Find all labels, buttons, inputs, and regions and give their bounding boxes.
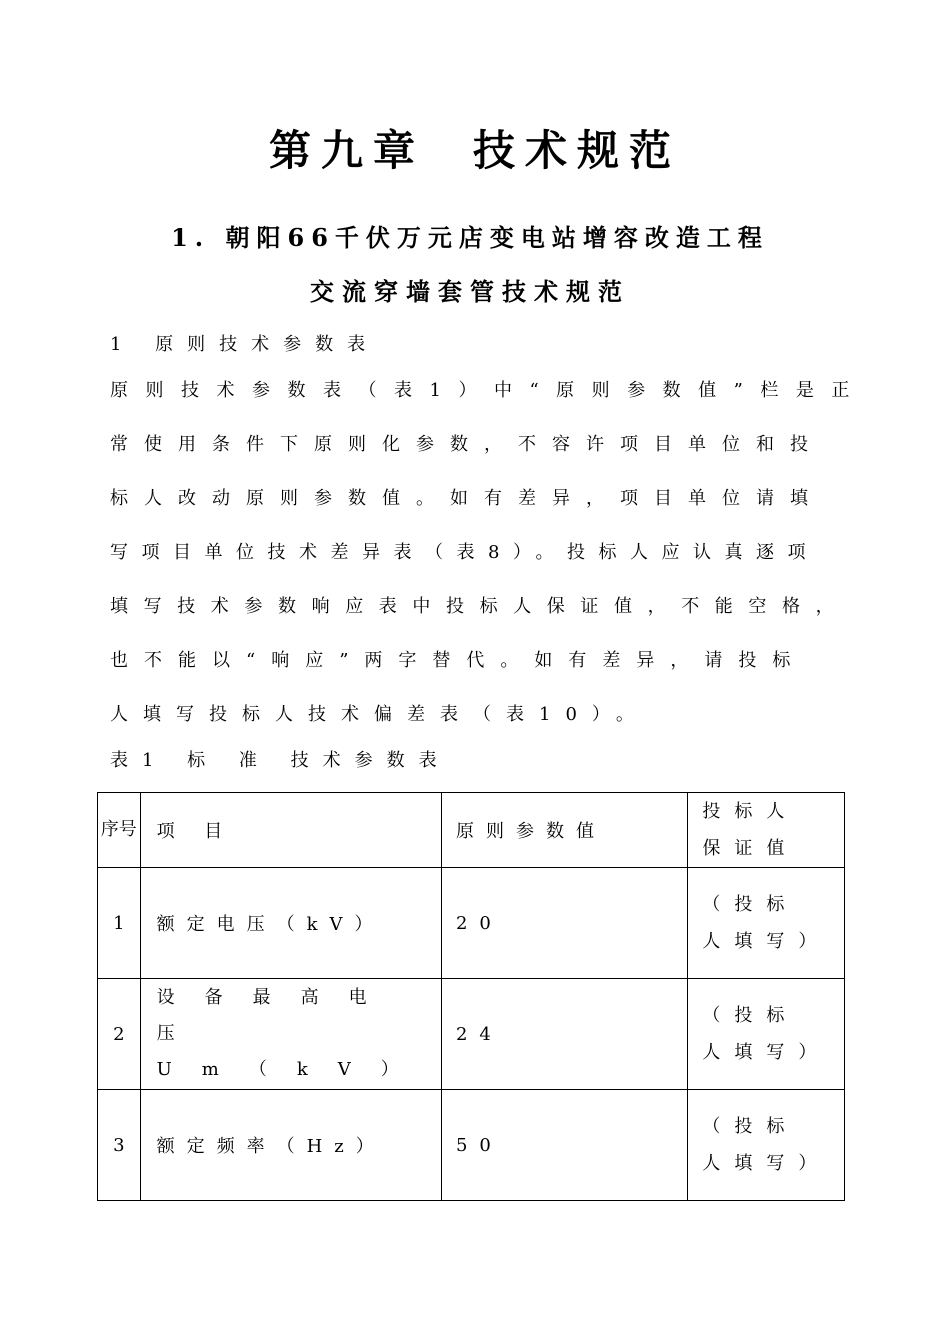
header-item: 项 目 [140, 793, 441, 868]
row-no: 1 [98, 868, 141, 979]
row-standard-value: 20 [441, 868, 687, 979]
paragraph-line: 人填写投标人技术偏差表（表10）。 [110, 704, 649, 725]
header-standard-value: 原则参数值 [441, 793, 687, 868]
row-no: 3 [98, 1090, 141, 1201]
row-no: 2 [98, 979, 141, 1090]
paragraph-line: 填写技术参数响应表中投标人保证值，不能空格， [110, 596, 850, 617]
table-header-row [98, 793, 845, 868]
table-row [98, 979, 845, 1090]
paragraph-line: 常使用条件下原则化参数，不容许项目单位和投 [110, 434, 824, 455]
project-title: 1. 朝阳66千伏万元店变电站增容改造工程 [171, 223, 769, 252]
header-no: 序号 [98, 793, 141, 868]
row-item [140, 979, 441, 1090]
spec-title: 交流穿墙套管技术规范 [310, 277, 630, 306]
table-row [98, 868, 845, 979]
spec-table [97, 792, 845, 1201]
header-bidder-value: 投标人保证值 [688, 793, 845, 868]
paragraph-line: 原则技术参数表（表1）中“原则参数值”栏是正 [110, 380, 867, 401]
section-heading: 1 原则技术参数表 [110, 334, 380, 355]
row-item-line1: 设备最高电压 [156, 987, 397, 1044]
row-bidder-value: （投标人填写） [688, 868, 845, 979]
row-bidder-value: （投标人填写） [688, 979, 845, 1090]
row-item-line2: Um（kV） [156, 1059, 429, 1080]
chapter-title [0, 118, 950, 178]
row-standard-value: 24 [441, 979, 687, 1090]
chapter-name: 技术规范 [473, 126, 682, 175]
chapter-number: 第九章 [268, 126, 425, 175]
table-caption: 表1 标 准 技术参数表 [110, 750, 451, 771]
row-bidder-value: （投标人填写） [688, 1090, 845, 1201]
row-item: 额定电压（kV） [140, 868, 441, 979]
row-standard-value: 50 [441, 1090, 687, 1201]
table-row [98, 1090, 845, 1201]
row-item: 额定频率（Hz） [140, 1090, 441, 1201]
paragraph-line: 写项目单位技术差异表（表8）。投标人应认真逐项 [110, 542, 819, 563]
paragraph-line: 也不能以“响应”两字替代。如有差异，请投标 [110, 650, 807, 671]
paragraph-line: 标人改动原则参数值。如有差异，项目单位请填 [110, 488, 824, 509]
